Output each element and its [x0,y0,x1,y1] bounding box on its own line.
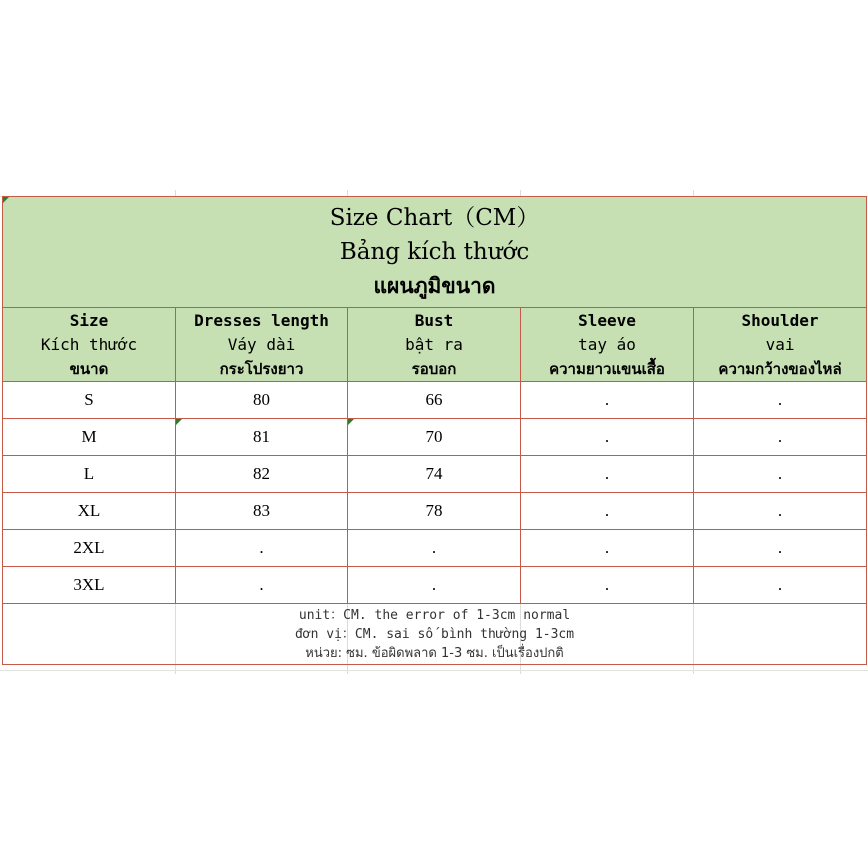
table-cell[interactable]: . [694,382,867,419]
table-cell[interactable]: S [3,382,176,419]
table-cell[interactable]: . [694,493,867,530]
header-th: รอบอก [411,359,457,378]
header-cell-size[interactable] [3,308,176,382]
table-cell[interactable]: . [348,530,521,567]
table-cell[interactable]: 3XL [3,567,176,604]
title-row [3,197,867,308]
header-en: Bust [414,310,454,330]
table-cell[interactable]: . [348,567,521,604]
size-chart-table [2,196,867,665]
cell-flag-icon [3,197,9,203]
chart-title-th: แผนภูมิขนาด [373,274,496,298]
table-cell[interactable] [348,382,521,419]
table-cell[interactable]: 82 [176,456,348,493]
table-cell[interactable]: . [521,382,694,419]
table-cell[interactable]: . [694,419,867,456]
chart-title-en: Size Chart（CM） [329,205,540,231]
table-cell[interactable]: . [694,567,867,604]
table-cell[interactable]: M [3,419,176,456]
chart-title-vi: Bảng kích thước [339,239,530,265]
note-row [3,604,867,665]
header-row [3,308,867,382]
header-cell-shoulder[interactable] [694,308,867,382]
table-cell[interactable]: L [3,456,176,493]
header-en: Sleeve [578,310,636,330]
table-row [3,567,867,604]
table-row [3,493,867,530]
gridline [0,670,868,671]
header-vi: Váy dài [227,334,296,354]
table-row [3,456,867,493]
table-cell[interactable]: . [521,419,694,456]
table-cell[interactable]: . [694,530,867,567]
header-vi: Kích thước [40,334,138,354]
table-cell[interactable]: . [521,493,694,530]
header-cell-dresses-length[interactable] [176,308,348,382]
table-cell[interactable]: XL [3,493,176,530]
table-cell[interactable]: 74 [348,456,521,493]
chart-title-cell[interactable] [3,197,867,308]
table-row [3,419,867,456]
header-th: ขนาด [69,359,109,378]
table-cell[interactable]: . [694,456,867,493]
header-cell-bust[interactable] [348,308,521,382]
header-th: ความกว้างของไหล่ [718,359,842,378]
table-cell[interactable]: 81 [176,419,348,456]
header-th: ความยาวแขนเสื้อ [549,359,665,378]
header-en: Shoulder [741,310,819,330]
table-cell[interactable]: 78 [348,493,521,530]
header-en: Size [69,310,109,330]
note-cell[interactable] [3,604,867,665]
table-cell[interactable]: . [521,456,694,493]
header-vi: vai [765,334,795,354]
header-vi: bật ra [405,334,463,354]
table-cell[interactable]: . [521,567,694,604]
table-cell[interactable]: 83 [176,493,348,530]
header-vi: tay áo [578,334,636,354]
header-cell-sleeve[interactable] [521,308,694,382]
table-cell[interactable] [176,382,348,419]
header-th: กระโปรงยาว [219,359,304,378]
table-cell[interactable]: 70 [348,419,521,456]
note-vi: đơn vị：CM. sai số bình thường 1-3cm [294,626,575,642]
table-cell-value: 66 [425,390,443,409]
note-th: หน่วย: ซม. ข้อผิดพลาด 1-3 ซม. เป็นเรื่องปกติ [305,645,564,661]
table-row [3,382,867,419]
header-en: Dresses length [194,310,329,330]
note-en: unit：CM. the error of 1-3cm normal [298,607,571,623]
table-row [3,530,867,567]
table-cell-value: 80 [253,390,270,409]
table-cell[interactable]: . [176,530,348,567]
table-cell[interactable]: 2XL [3,530,176,567]
table-cell[interactable]: . [521,530,694,567]
table-cell[interactable]: . [176,567,348,604]
